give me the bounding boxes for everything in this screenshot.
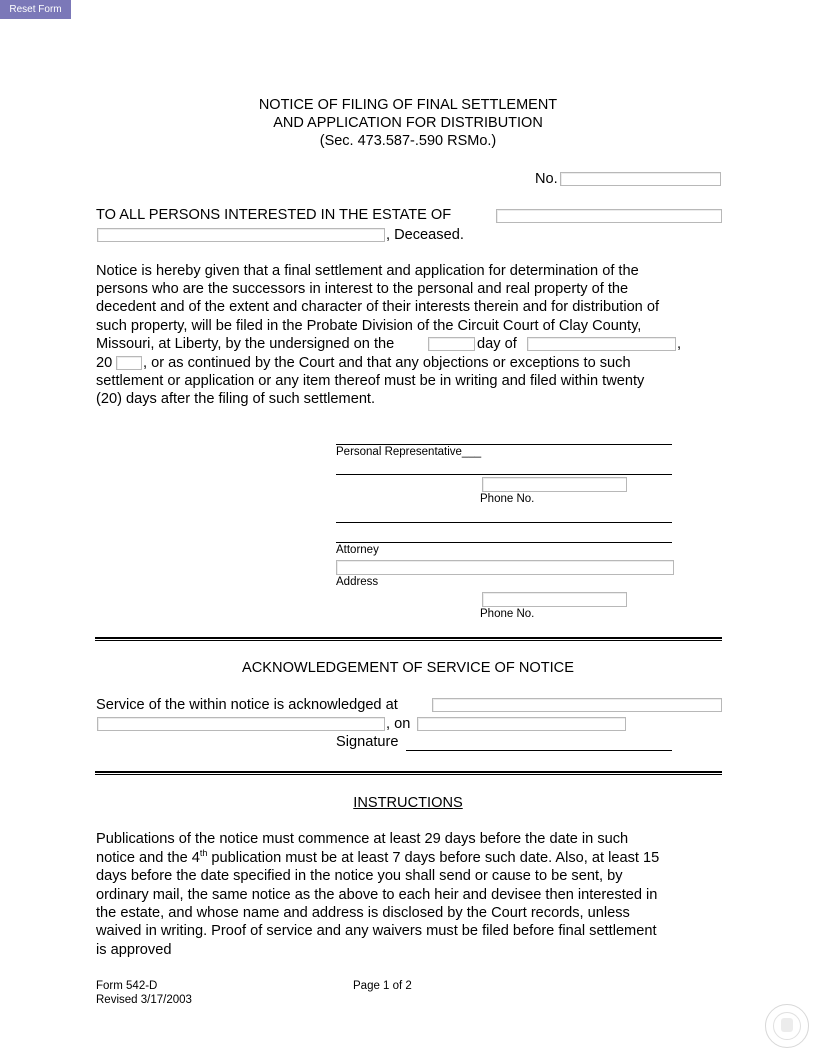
section-divider-top <box>95 637 722 641</box>
form-number: Form 542-D <box>96 980 158 992</box>
instructions-line-2a: notice and the 4 <box>96 850 200 866</box>
notice-line-5b: day of <box>477 336 517 352</box>
instructions-line-3: days before the date specified in the notice you shall send or cause to be sent, by <box>96 868 623 884</box>
notice-line-3: decedent and of the extent and character of their interests therein and for distribution of <box>96 299 660 315</box>
notice-line-8: (20) days after the filing of such settlement. <box>96 391 376 407</box>
court-seal-icon <box>765 1004 809 1048</box>
signature-label: Signature <box>336 734 399 750</box>
deceased-label: , Deceased. <box>386 227 464 243</box>
instructions-title-text: INSTRUCTIONS <box>353 795 463 811</box>
notice-line-2: persons who are the successors in interest to the personal and real property of the <box>96 281 629 297</box>
service-acknowledged-label: Service of the within notice is acknowledged at <box>96 697 398 713</box>
page-number: Page 1 of 2 <box>353 980 412 992</box>
personal-rep-signature-line <box>336 444 672 445</box>
acknowledgement-signature-line <box>406 750 672 751</box>
instructions-line-6: waived in writing. Proof of service and any waivers must be filed before final settlement <box>96 923 657 939</box>
notice-line-6b: , or as continued by the Court and that any objections or exceptions to such <box>143 355 631 371</box>
instructions-line-5: the estate, and whose name and address is disclosed by the Court records, unless <box>96 905 630 921</box>
case-number-field[interactable] <box>560 172 721 186</box>
notice-line-4: such property, will be filed in the Probate Division of the Circuit Court of Clay County, <box>96 318 642 334</box>
reset-form-button[interactable]: Reset Form <box>0 0 71 19</box>
section-divider-bottom <box>95 771 722 775</box>
attorney-signature-line-2 <box>336 542 672 543</box>
estate-name-field[interactable] <box>496 209 722 223</box>
attorney-phone-field[interactable] <box>482 592 627 607</box>
instructions-line-1: Publications of the notice must commence at least 29 days before the date in such <box>96 831 629 847</box>
case-number-label: No. <box>535 171 558 187</box>
service-location-field[interactable] <box>432 698 722 712</box>
address-label: Address <box>336 576 379 588</box>
attorney-label: Attorney <box>336 544 379 556</box>
instructions-title <box>0 794 816 812</box>
service-date-field[interactable] <box>417 717 626 731</box>
notice-line-5c: , <box>677 336 682 352</box>
filing-day-field[interactable] <box>428 337 475 351</box>
personal-rep-label: Personal Representative___ <box>336 446 482 458</box>
service-location-field-2[interactable] <box>97 717 385 731</box>
personal-rep-phone-label: Phone No. <box>480 493 535 505</box>
instructions-line-7: is approved <box>96 942 172 958</box>
acknowledgement-title: ACKNOWLEDGEMENT OF SERVICE OF NOTICE <box>242 660 574 676</box>
instructions-superscript: th <box>199 848 208 858</box>
notice-line-1: Notice is hereby given that a final settlement and application for determination of the <box>96 263 639 279</box>
form-statute-reference: (Sec. 473.587-.590 RSMo.) <box>319 133 497 149</box>
decedent-name-field[interactable] <box>97 228 385 242</box>
on-label: , on <box>386 716 411 732</box>
attorney-signature-line-1 <box>336 522 672 523</box>
personal-rep-address-line <box>336 474 672 475</box>
attorney-address-field[interactable] <box>336 560 674 575</box>
instructions-line-4: ordinary mail, the same notice as the above to each heir and devisee then interested in <box>96 887 658 903</box>
instructions-line-2 <box>96 849 726 867</box>
notice-line-6a: 20 <box>96 355 113 371</box>
form-title-line2: AND APPLICATION FOR DISTRIBUTION <box>273 115 543 131</box>
revision-date: Revised 3/17/2003 <box>96 994 192 1006</box>
filing-year-field[interactable] <box>116 356 142 370</box>
filing-month-field[interactable] <box>527 337 676 351</box>
notice-line-7: settlement or application or any item thereof must be in writing and filed within twenty <box>96 373 645 389</box>
notice-line-5a: Missouri, at Liberty, by the undersigned on the <box>96 336 395 352</box>
personal-rep-phone-field[interactable] <box>482 477 627 492</box>
form-title-line1: NOTICE OF FILING OF FINAL SETTLEMENT <box>258 97 558 113</box>
instructions-line-2b: publication must be at least 7 days before such date. Also, at least 15 <box>207 850 660 866</box>
estate-label: TO ALL PERSONS INTERESTED IN THE ESTATE OF <box>96 207 452 223</box>
attorney-phone-label: Phone No. <box>480 608 535 620</box>
